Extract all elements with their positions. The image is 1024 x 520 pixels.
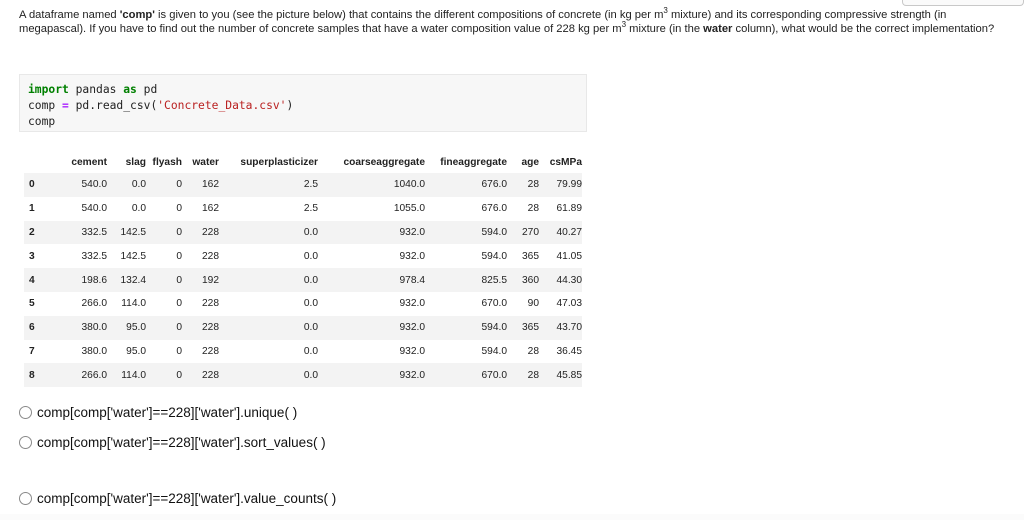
table-cell: 43.70 bbox=[539, 316, 582, 340]
table-cell: 594.0 bbox=[425, 316, 507, 340]
table-cell: 594.0 bbox=[481, 345, 507, 357]
table-cell: 0.0 bbox=[219, 316, 318, 340]
table-cell: 932.0 bbox=[399, 250, 425, 262]
table-cell: 28 bbox=[507, 363, 539, 387]
table-cell: 932.0 bbox=[318, 316, 425, 340]
table-cell: 0 bbox=[146, 268, 182, 292]
table-cell: 670.0 bbox=[425, 363, 507, 387]
table-cell: 192 bbox=[182, 268, 219, 292]
table-cell: 90 bbox=[527, 298, 539, 310]
bottom-edge bbox=[0, 514, 1024, 520]
table-cell: 28 bbox=[527, 203, 539, 215]
table-cell: 978.4 bbox=[318, 268, 425, 292]
table-cell: 594.0 bbox=[425, 221, 507, 245]
option-label: comp[comp['water']==228]['water'].unique( ) bbox=[37, 405, 298, 420]
table-cell: 228 bbox=[182, 363, 219, 387]
table-cell: 676.0 bbox=[481, 203, 507, 215]
question-text: A dataframe named 'comp' is given to you (see the picture below) that contains the different compositions of concrete (in kg per $m^3$ mixture) and its corresponding compressive strength (in megapascal). If you have to find out the number of concrete samples that have a water composition value of 228 kg per $m^3$ mixture (in the water column), what would be the correct implementation? bbox=[19, 6, 995, 35]
table-cell: 932.0 bbox=[318, 363, 425, 387]
table-cell: 0.0 bbox=[219, 363, 318, 387]
table-cell: 28 bbox=[527, 345, 539, 357]
table-row bbox=[24, 340, 582, 364]
table-cell: 332.5 bbox=[47, 221, 107, 245]
code-cell bbox=[19, 74, 587, 132]
answer-option-unique[interactable] bbox=[19, 405, 297, 420]
table-cell: 1055.0 bbox=[393, 203, 425, 215]
radio-button[interactable] bbox=[19, 406, 32, 419]
table-cell: 0 bbox=[176, 345, 182, 357]
table-cell: 0.0 bbox=[219, 268, 318, 292]
table-cell: 0.0 bbox=[131, 203, 146, 215]
table-cell: 228 bbox=[202, 298, 219, 310]
table-cell: 932.0 bbox=[318, 221, 425, 245]
column-header: coarseaggregate bbox=[343, 156, 425, 168]
table-cell: 198.6 bbox=[47, 268, 107, 292]
table-cell: 41.05 bbox=[556, 250, 582, 262]
table-row bbox=[24, 221, 582, 245]
code-line-3: comp bbox=[28, 115, 56, 128]
table-cell: 95.0 bbox=[107, 316, 146, 340]
table-cell: 28 bbox=[507, 173, 539, 197]
table-cell: 0 bbox=[146, 173, 182, 197]
table-cell: 47.03 bbox=[556, 298, 582, 310]
table-row bbox=[24, 173, 582, 197]
table-cell: 594.0 bbox=[481, 250, 507, 262]
table-cell: 228 bbox=[182, 221, 219, 245]
table-cell: 95.0 bbox=[126, 345, 146, 357]
table-cell: 45.85 bbox=[539, 363, 582, 387]
table-row bbox=[24, 268, 582, 292]
row-index: 5 bbox=[29, 298, 35, 310]
column-header: age bbox=[521, 156, 539, 168]
answer-option-sort-values[interactable] bbox=[19, 435, 326, 450]
table-cell: 540.0 bbox=[47, 173, 107, 197]
table-cell: 266.0 bbox=[47, 363, 107, 387]
row-index: 2 bbox=[24, 221, 47, 245]
table-cell: 40.27 bbox=[539, 221, 582, 245]
code-line-1: import pandas as pd bbox=[28, 83, 158, 96]
table-cell: 132.4 bbox=[107, 268, 146, 292]
row-index: 7 bbox=[29, 345, 35, 357]
answer-option-value-counts[interactable] bbox=[19, 491, 336, 506]
table-cell: 0 bbox=[146, 316, 182, 340]
table-cell: 670.0 bbox=[481, 298, 507, 310]
column-header: fineaggregate bbox=[440, 156, 507, 168]
radio-button[interactable] bbox=[19, 492, 32, 505]
table-cell: 44.30 bbox=[539, 268, 582, 292]
row-index: 6 bbox=[24, 316, 47, 340]
table-cell: 79.99 bbox=[539, 173, 582, 197]
table-cell: 1040.0 bbox=[318, 173, 425, 197]
dataframe-table bbox=[24, 151, 582, 387]
top-bar-tab bbox=[902, 0, 1024, 6]
table-cell: 228 bbox=[182, 316, 219, 340]
table-row bbox=[24, 292, 582, 316]
table-cell: 0 bbox=[176, 298, 182, 310]
table-cell: 0.0 bbox=[107, 173, 146, 197]
table-cell: 380.0 bbox=[47, 316, 107, 340]
table-cell: 0.0 bbox=[219, 221, 318, 245]
table-row bbox=[24, 197, 582, 221]
table-header-row bbox=[24, 151, 582, 173]
table-cell: 228 bbox=[202, 250, 219, 262]
table-cell: 0 bbox=[146, 221, 182, 245]
code-line-2: comp = pd.read_csv('Concrete_Data.csv') bbox=[28, 99, 294, 112]
table-cell: 61.89 bbox=[556, 203, 582, 215]
table-cell: 0.0 bbox=[303, 298, 318, 310]
table-cell: 0 bbox=[146, 363, 182, 387]
column-header: superplasticizer bbox=[240, 156, 318, 168]
table-cell: 540.0 bbox=[81, 203, 107, 215]
table-cell: 332.5 bbox=[81, 250, 107, 262]
top-bar bbox=[0, 0, 1024, 6]
table-cell: 142.5 bbox=[120, 250, 146, 262]
table-cell: 932.0 bbox=[399, 298, 425, 310]
table-cell: 0 bbox=[176, 250, 182, 262]
row-index: 1 bbox=[29, 203, 35, 215]
row-index: 4 bbox=[24, 268, 47, 292]
table-cell: 676.0 bbox=[425, 173, 507, 197]
table-cell: 270 bbox=[507, 221, 539, 245]
table-cell: 0.0 bbox=[303, 345, 318, 357]
table-cell: 228 bbox=[202, 345, 219, 357]
table-cell: 932.0 bbox=[399, 345, 425, 357]
table-cell: 142.5 bbox=[107, 221, 146, 245]
row-index: 3 bbox=[29, 250, 35, 262]
table-row bbox=[24, 316, 582, 340]
index-header bbox=[24, 151, 47, 173]
table-cell: 0 bbox=[176, 203, 182, 215]
table-cell: 0.0 bbox=[303, 250, 318, 262]
table-cell: 36.45 bbox=[556, 345, 582, 357]
column-name: water bbox=[703, 22, 733, 35]
table-cell: 360 bbox=[507, 268, 539, 292]
table-cell: 162 bbox=[182, 173, 219, 197]
table-cell: 114.0 bbox=[107, 363, 146, 387]
option-label: comp[comp['water']==228]['water'].value_counts( ) bbox=[37, 491, 337, 506]
column-header: slag bbox=[125, 156, 146, 168]
table-cell: 365 bbox=[522, 250, 539, 262]
row-index: 8 bbox=[24, 363, 47, 387]
option-label: comp[comp['water']==228]['water'].sort_values( ) bbox=[37, 435, 326, 450]
table-cell: 825.5 bbox=[425, 268, 507, 292]
column-header: flyash bbox=[152, 156, 182, 168]
column-header: water bbox=[192, 156, 219, 168]
table-cell: 114.0 bbox=[121, 298, 146, 310]
column-header: cement bbox=[71, 156, 107, 168]
table-row bbox=[24, 244, 582, 268]
table-cell: 2.5 bbox=[303, 203, 318, 215]
table-row bbox=[24, 363, 582, 387]
row-index: 0 bbox=[24, 173, 47, 197]
radio-button[interactable] bbox=[19, 436, 32, 449]
table-cell: 162 bbox=[202, 203, 219, 215]
dataframe-name: 'comp' bbox=[119, 9, 155, 21]
table-cell: 266.0 bbox=[81, 298, 107, 310]
table-cell: 2.5 bbox=[219, 173, 318, 197]
table-cell: 365 bbox=[507, 316, 539, 340]
table-cell: 380.0 bbox=[81, 345, 107, 357]
column-header: csMPa bbox=[549, 156, 582, 168]
